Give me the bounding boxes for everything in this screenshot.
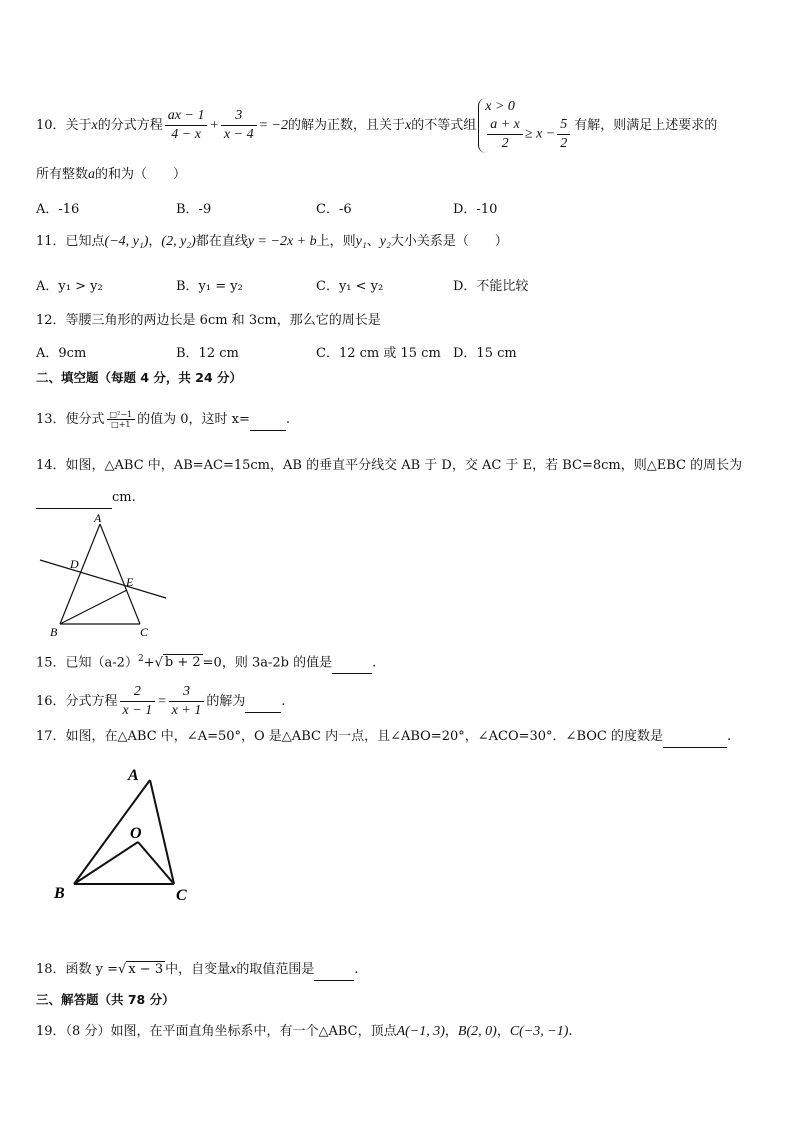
answer-blank[interactable] xyxy=(663,727,727,748)
option-b: B．y₁ = y₂ xyxy=(176,279,243,294)
radical: b + 2 xyxy=(164,655,201,671)
answer-blank[interactable] xyxy=(245,692,281,713)
label-b: B xyxy=(54,885,65,902)
option-b: B．12 cm xyxy=(176,346,239,361)
label-d: D xyxy=(70,557,79,571)
fraction-1: $\frac{ax - 1}{4 - x}$ xyxy=(165,107,208,144)
section-2-heading: 二、填空题（每题 4 分，共 24 分） xyxy=(36,370,243,385)
q19-line: 19．（8 分）如图，在平面直角坐标系中，有一个△ABC，顶点A(−1, 3)，B(2, 0)，C(−3, −1). xyxy=(36,1024,573,1039)
label-c: C xyxy=(176,887,187,904)
option-c: C．-6 xyxy=(316,202,352,217)
q15-line: 15．已知$(a-2)^2+√$ b + 2 =0，则 3a-2b 的值是 . xyxy=(36,649,376,674)
option-b: B．-9 xyxy=(176,202,212,217)
q14-triangle-figure xyxy=(36,510,176,640)
q10-line1: 10．关于x的分式方程 $\frac{ax - 1}{4 - x}$ + $\frac{3}{x - 4}$ = −2的解为正数，且关于x的不等式组 x > 0 $\frac{a + x}{2}$ ≥ x − $\frac{5}{2}$ 有解，则满足上述要求的 xyxy=(36,99,718,151)
option-d: D．-10 xyxy=(453,202,498,217)
option-a: A．9cm xyxy=(36,346,87,361)
option-a: A．y₁ > y₂ xyxy=(36,279,103,294)
small-fraction: $\frac{\text{□²−1}}{□+1}$ xyxy=(107,410,136,429)
option-c: C．y₁ < y₂ xyxy=(316,279,384,294)
section-3-heading: 三、解答题（共 78 分） xyxy=(36,992,175,1007)
answer-blank[interactable] xyxy=(314,960,354,981)
q10-line2: 所有整数a的和为（ ） xyxy=(36,167,187,182)
q17-triangle-figure xyxy=(48,762,228,912)
label-a: A xyxy=(128,767,139,784)
answer-blank[interactable] xyxy=(250,410,286,431)
label-b: B xyxy=(50,625,58,639)
q13-line: 13．使分式 $\frac{\text{□²−1}}{□+1}$ 的值为 0，这时 x= . xyxy=(36,410,291,429)
radical: x − 3 xyxy=(128,962,164,977)
option-a: A．-16 xyxy=(36,202,80,217)
fraction-2: $\frac{3}{x - 4}$ xyxy=(221,107,257,144)
q14-line2: cm. xyxy=(36,488,136,509)
q11-line: 11．已知点(−4, y₁)，(2, y₂)都在直线y = −2x + b上，则y₁、y₂大小关系是（ ） xyxy=(36,234,508,249)
q12-line: 12．等腰三角形的两边长是 6cm 和 3cm，那么它的周长是 xyxy=(36,313,381,328)
label-o: O xyxy=(130,825,142,842)
var-x: x xyxy=(91,118,98,133)
q18-line: 18．函数 y =√ x − 3 中，自变量x的取值范围是 . xyxy=(36,960,359,981)
q17-line: 17．如图，在△ABC 中，∠A=50°，O 是△ABC 内一点，且∠ABO=20°，∠ACO=30°．∠BOC 的度数是 . xyxy=(36,727,731,748)
answer-blank[interactable] xyxy=(332,653,372,674)
option-d: D．不能比较 xyxy=(453,279,529,294)
inequality-system: x > 0 $\frac{a + x}{2}$ ≥ x − $\frac{5}{2}$ xyxy=(478,98,572,153)
answer-blank[interactable] xyxy=(36,488,112,509)
label-e: E xyxy=(126,575,134,589)
label-c: C xyxy=(140,625,149,639)
q14-line1: 14．如图，△ABC 中，AB=AC=15cm，AB 的垂直平分线交 AB 于 D，交 AC 于 E，若 BC=8cm，则△EBC 的周长为 xyxy=(36,458,743,473)
q16-line: 16．分式方程 $\frac{2}{x - 1}$ = $\frac{3}{x + 1}$ 的解为 . xyxy=(36,684,286,718)
option-c: C．12 cm 或 15 cm xyxy=(316,346,441,361)
option-d: D．15 cm xyxy=(453,346,517,361)
label-a: A xyxy=(94,511,102,525)
